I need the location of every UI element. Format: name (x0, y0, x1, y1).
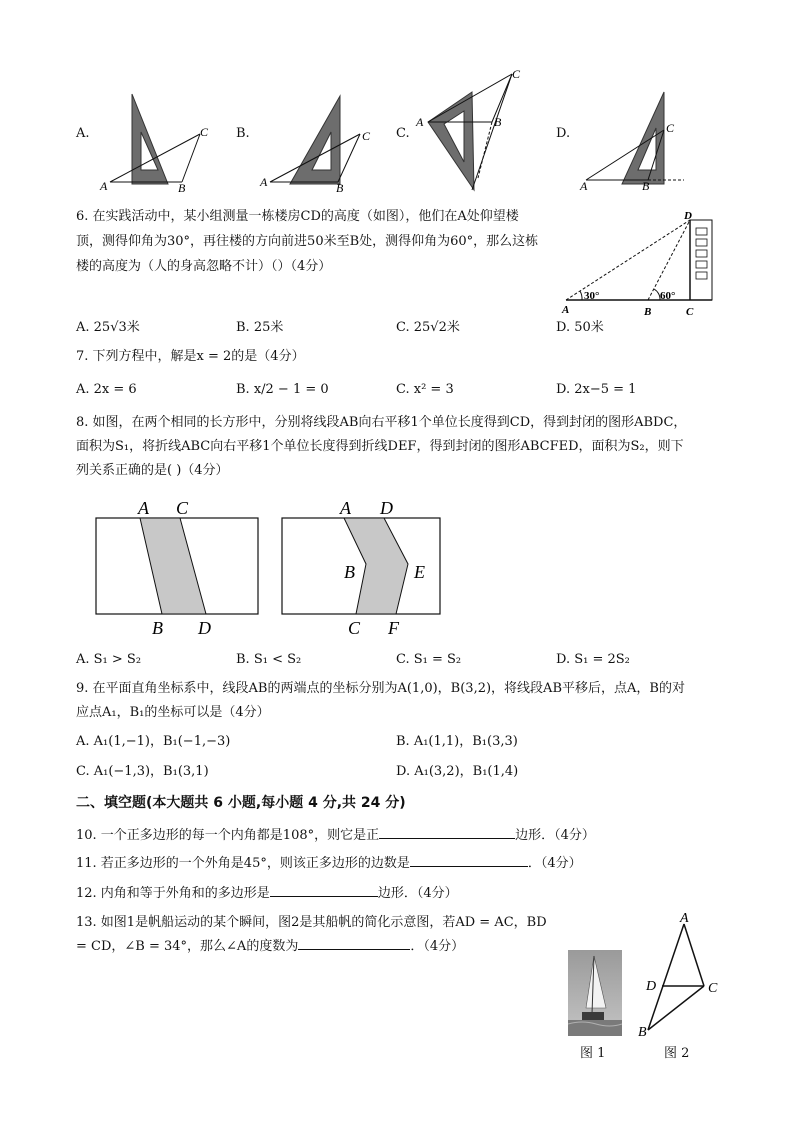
q6-stem-line1: 6. 在实践活动中，某小组测量一栋楼房CD的高度（如图），他们在A处仰望楼 (76, 209, 519, 224)
q11-text-after: ．（4分） (527, 856, 582, 871)
q5a-label-a: A (100, 179, 108, 193)
q12-text-before: 12. 内角和等于外角和的多边形是 (76, 886, 270, 901)
q5b-label-b: B (336, 181, 344, 194)
q8-figure-2 (278, 494, 446, 640)
section-2-heading: 二、填空题(本大题共 6 小题,每小题 4 分,共 24 分) (76, 795, 406, 811)
q5c-label-a: A (416, 115, 424, 129)
q8f2-label-d: D (380, 498, 393, 518)
q6-building-figure (560, 208, 726, 320)
q7-option-a[interactable]: A. 2x = 6 (76, 382, 137, 397)
q13-text-before: = CD，∠B = 34°，那么∠A的度数为 (76, 939, 299, 954)
q8-figure-1 (92, 494, 264, 640)
q12-answer-blank[interactable] (270, 882, 378, 897)
q5a-label-c: C (200, 125, 209, 139)
q8f2-label-c: C (348, 618, 361, 638)
q8-option-c[interactable]: C. S₁ = S₂ (396, 652, 462, 667)
q10-answer-blank[interactable] (379, 824, 515, 839)
q6-stem-line2: 顶，测得仰角为30°，再往楼的方向前进50米至B处，测得仰角为60°，那么这栋 (76, 234, 539, 249)
q5d-label-c: C (666, 121, 675, 135)
q5d-label-b: B (642, 179, 650, 193)
q6-label-c: C (686, 306, 694, 318)
q10-text-before: 10. 一个正多边形的每一个内角都是108°，则它是正 (76, 828, 380, 843)
q8f1-label-c: C (176, 498, 189, 518)
q13-label-c: C (708, 981, 718, 996)
q6-angle-60: 60° (660, 290, 676, 302)
q13-label-b: B (638, 1025, 647, 1040)
q6-label-b: B (644, 306, 652, 318)
q5-figure-c (412, 66, 542, 196)
q5-figure-b (256, 88, 386, 194)
q9-option-d[interactable]: D. A₁(3,2)，B₁(1,4) (396, 764, 519, 779)
q13-label-d: D (646, 979, 657, 994)
q9-stem-line1: 9. 在平面直角坐标系中，线段AB的两端点的坐标分别为A(1,0)，B(3,2)，将线段AB平移后，点A，B的对 (76, 681, 685, 696)
q8f2-label-e: E (414, 562, 425, 582)
q6-option-b[interactable]: B. 25米 (236, 320, 284, 335)
q9-stem-line2: 应点A₁，B₁的坐标可以是（4分） (76, 705, 270, 720)
q9-option-b[interactable]: B. A₁(1,1)，B₁(3,3) (396, 734, 518, 749)
q13-text-after: ．（4分） (410, 939, 465, 954)
q5b-label-c: C (362, 129, 371, 143)
q5-option-c-letter[interactable]: C. (396, 126, 410, 141)
q13-answer-blank[interactable] (298, 935, 410, 950)
q8f2-label-f: F (388, 618, 399, 638)
q13-stem-line1: 13. 如图1是帆船运动的某个瞬间，图2是其船帆的简化示意图，若AD = AC，BD (76, 915, 547, 930)
figure-1-caption: 图 1 (580, 1046, 606, 1061)
q11-answer-blank[interactable] (410, 852, 528, 867)
q5-option-b-letter[interactable]: B. (236, 126, 250, 141)
q6-angle-30: 30° (584, 290, 600, 302)
q7-stem: 7. 下列方程中，解是x = 2的是（4分） (76, 349, 305, 364)
q8f1-label-a: A (138, 498, 149, 518)
q8f1-label-d: D (198, 618, 211, 638)
q5c-label-c: C (512, 67, 521, 81)
q6-stem-line3: 楼的高度为（人的身高忽略不计）（）（4分） (76, 259, 332, 274)
q5c-label-b: B (494, 115, 502, 129)
question-11 (76, 852, 582, 875)
q8-stem-line3: 列关系正确的是( )（4分） (76, 463, 229, 478)
q5-figure-a (96, 88, 226, 194)
q6-option-c[interactable]: C. 25√2米 (396, 320, 460, 335)
q8-option-d[interactable]: D. S₁ = 2S₂ (556, 652, 630, 667)
q5-option-a-letter[interactable]: A. (76, 126, 90, 141)
q5-option-d-letter[interactable]: D. (556, 126, 571, 141)
q5a-label-b: B (178, 181, 186, 194)
sailboat-photo (568, 950, 622, 1036)
q5-figure-d (572, 88, 702, 194)
q6-label-d: D (684, 210, 692, 222)
q6-option-a[interactable]: A. 25√3米 (76, 320, 140, 335)
question-10 (76, 824, 595, 847)
q9-option-c[interactable]: C. A₁(−1,3)，B₁(3,1) (76, 764, 209, 779)
q9-option-a[interactable]: A. A₁(1,−1)，B₁(−1,−3) (76, 734, 231, 749)
q13-triangle-figure (630, 910, 724, 1040)
question-12 (76, 882, 458, 905)
q5d-label-a: A (580, 179, 588, 193)
q7-option-c[interactable]: C. x² = 3 (396, 382, 454, 397)
q6-option-d[interactable]: D. 50米 (556, 320, 604, 335)
q12-text-after: 边形．（4分） (377, 886, 458, 901)
q10-text-after: 边形．（4分） (515, 828, 595, 843)
q8f1-label-b: B (152, 618, 163, 638)
q8f2-label-a: A (340, 498, 351, 518)
q8f2-label-b: B (344, 562, 355, 582)
q5b-label-a: A (260, 175, 268, 189)
figure-2-caption: 图 2 (664, 1046, 690, 1061)
q8-option-a[interactable]: A. S₁ > S₂ (76, 652, 142, 667)
q7-option-b[interactable]: B. x/2 − 1 = 0 (236, 382, 329, 397)
q13-label-a: A (680, 911, 689, 926)
q8-option-b[interactable]: B. S₁ < S₂ (236, 652, 302, 667)
q6-label-a: A (562, 304, 570, 316)
q7-option-d[interactable]: D. 2x−5 = 1 (556, 382, 637, 397)
q13-stem-line2 (76, 935, 464, 958)
q8-stem-line2: 面积为S₁，将折线ABC向右平移1个单位长度得到折线DEF，得到封闭的图形ABCFED，面积为S₂，则下 (76, 439, 684, 454)
q11-text-before: 11. 若正多边形的一个外角是45°，则该正多边形的边数是 (76, 856, 410, 871)
q8-stem-line1: 8. 如图，在两个相同的长方形中，分别将线段AB向右平移1个单位长度得到CD，得到封闭的图形ABDC， (76, 415, 687, 430)
